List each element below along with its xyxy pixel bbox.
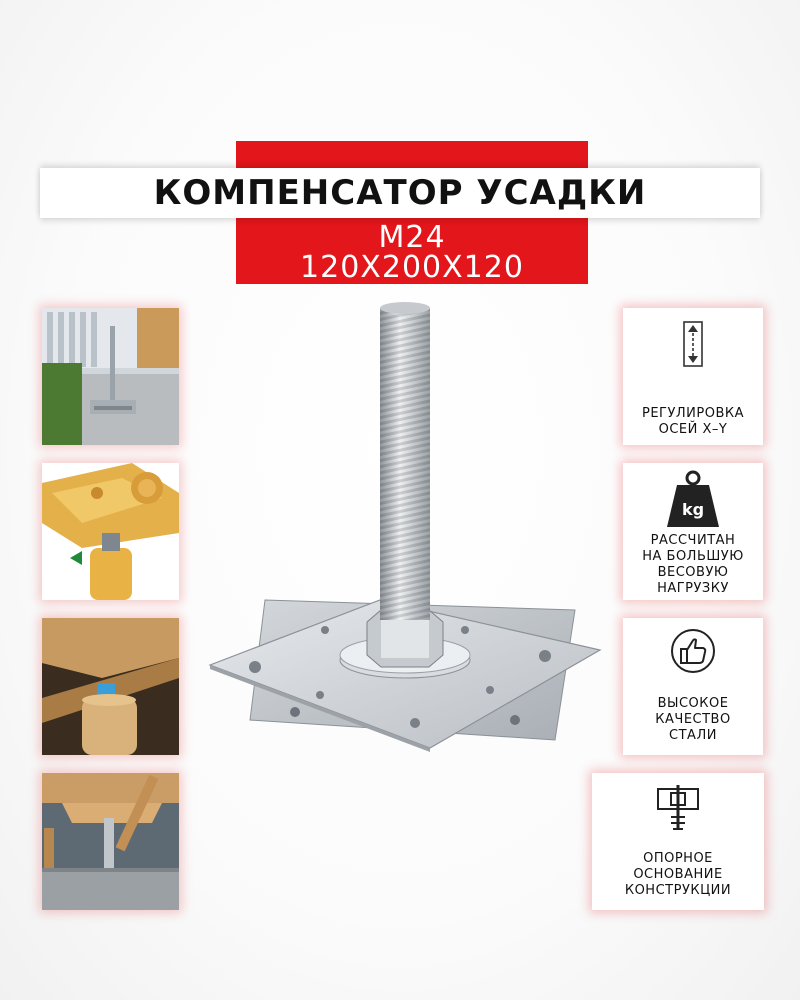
feature-card-steel-quality: [623, 618, 763, 755]
installation-on-foundation-photo: [42, 308, 179, 445]
shrinkage-compensator-product-image: [205, 300, 605, 764]
weight-kg-icon-text: kg: [681, 500, 705, 519]
vertical-arrows-icon: [676, 320, 710, 372]
thumbs-up-icon: [670, 628, 716, 678]
support-base-icon: [655, 783, 701, 835]
weight-kg-icon: [665, 469, 721, 533]
feature-label-heavy-load: РАССЧИТАН НА БОЛЬШУЮ ВЕСОВУЮ НАГРУЗКУ: [642, 533, 744, 596]
feature-card-heavy-load: [623, 463, 763, 600]
feature-card-support-base: [592, 773, 764, 910]
feature-card-xy-adjustment: [623, 308, 763, 445]
post-on-concrete-block-photo: [42, 773, 179, 910]
wooden-post-with-support-photo: [42, 618, 179, 755]
plate-dimensions: 120Х200Х120: [300, 250, 524, 285]
title-band: [40, 168, 760, 218]
feature-label-xy-adjustment: РЕГУЛИРОВКА ОСЕЙ Х–Y: [641, 406, 745, 437]
product-title: КОМПЕНСАТОР УСАДКИ: [153, 173, 647, 213]
thread-size: М24: [378, 220, 446, 255]
feature-label-support-base: ОПОРНОЕ ОСНОВАНИЕ КОНСТРУКЦИИ: [624, 851, 732, 898]
log-beam-junction-photo: [42, 463, 179, 600]
feature-label-steel-quality: ВЫСОКОЕ КАЧЕСТВО СТАЛИ: [655, 696, 731, 743]
